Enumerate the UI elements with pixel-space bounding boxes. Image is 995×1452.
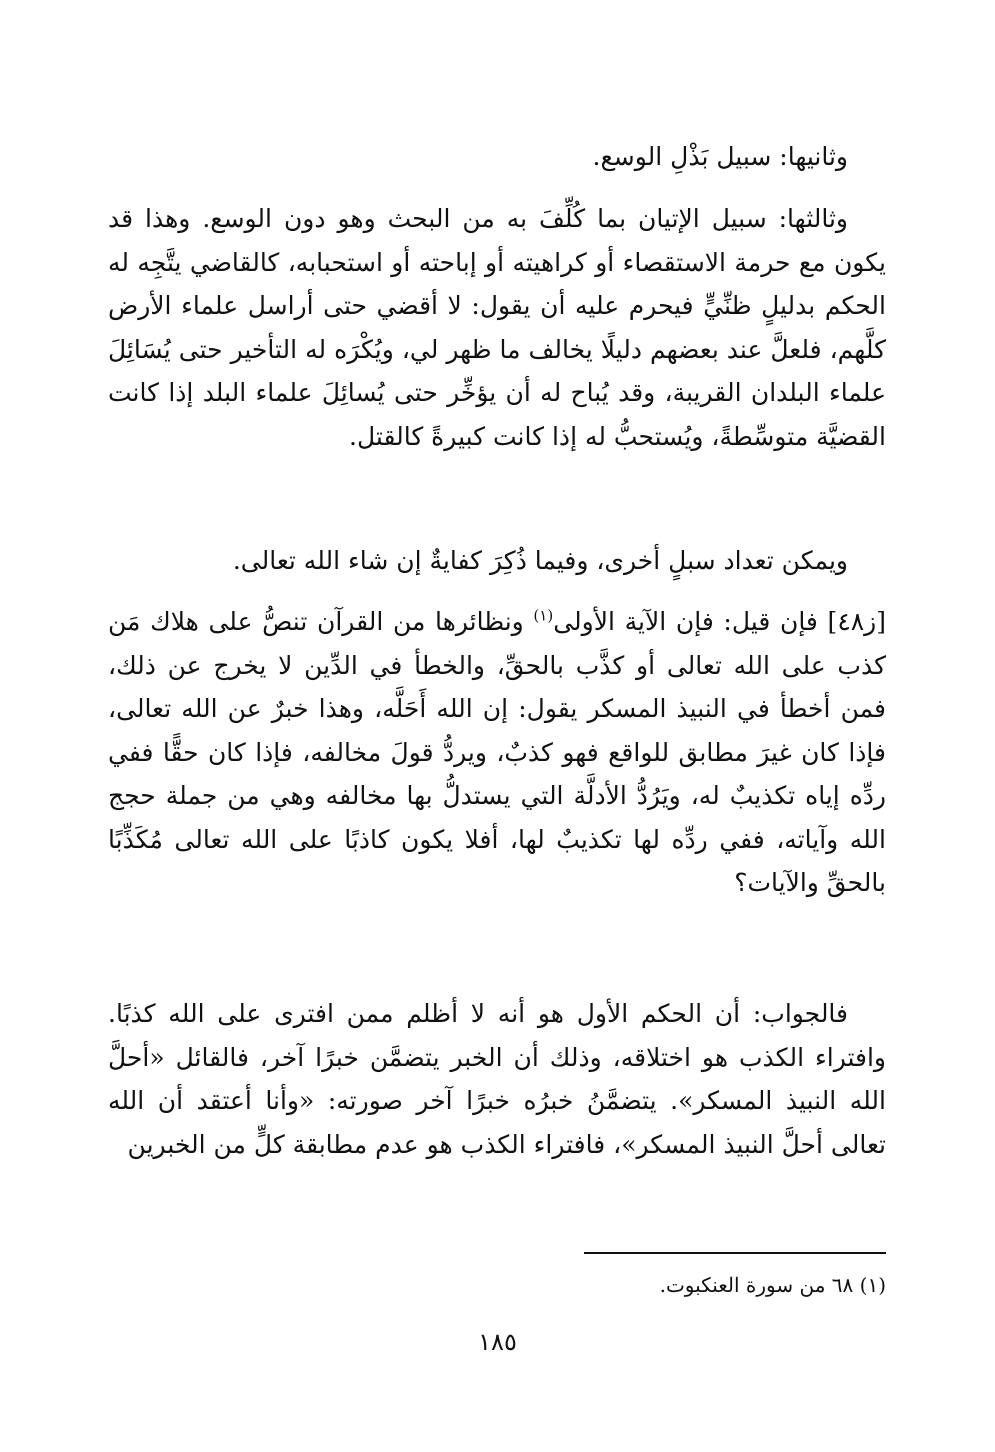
paragraph-objection [108,600,886,905]
paragraph-other-paths [108,539,886,583]
paragraph-text: فالجواب: أن الحكم الأول هو أنه لا أظلم ممن افترى على الله كذبًا. وافتراء الكذب هو اختلاقه، وذلك أن الخبر يتضمَّن خبرًا آخر، فالقائل «أحلَّ الله النبيذ المسكر». يتضمَّنُ خبرُه خبرًا آخر صورته: «وأنا أعتقد أن الله تعالى أحلَّ النبيذ المسكر»، فافتراء الكذب هو عدم مطابقة كلٍّ من الخبرين [108,999,886,1159]
footnote-marker: (١) [533,606,554,625]
paragraph-answer [108,992,886,1166]
paragraph-text-start: [ز٤٨] فإن قيل: فإن الآية الأولى [553,607,886,636]
paragraph-text: وثانيها: سبيل بَذْلِ الوسع. [592,142,848,171]
footnote: (١) ٦٨ من سورة العنكبوت. [659,1273,886,1297]
paragraph-text: وثالثها: سبيل الإتيان بما كُلِّفَ به من البحث وهو دون الوسع. وهذا قد يكون مع حرمة الاستقصاء أو كراهيته أو إباحته أو استحبابه، كالقاضي يتَّجِه له الحكم بدليلٍ ظنِّيٍّ فيحرم عليه أن يقول: لا أقضي حتى أراسل علماء الأرض كلَّهم، فلعلَّ عند بعضهم دليلًا يخالف ما ظهر لي، ويُكْرَه له التأخير حتى يُسَائِلَ علماء البلدان القريبة، وقد يُباح له أن يؤخِّر حتى يُسائِلَ علماء البلد إذا كانت القضيَّة متوسِّطةً، ويُستحبُّ له إذا كانت كبيرةً كالقتل. [108,204,886,451]
paragraph-text [108,600,886,905]
paragraph-third-path [108,197,886,458]
footnote-divider [584,1252,886,1254]
paragraph-text-end: ونظائرها من القرآن تنصُّ على هلاك مَن كذب على الله تعالى أو كذَّب بالحقِّ، والخطأ في الدِّين لا يخرج عن ذلك، فمن أخطأ في النبيذ المسكر يقول: إن الله أَحَلَّه، وهذا خبرٌ عن الله تعالى، فإذا كان غيرَ مطابق للواقع فهو كذبٌ، ويردُّ قولَ مخالفه، فإذا كان حقًّا ففي ردِّه إياه تكذيبٌ له، ويَرُدُّ الأدلَّة التي يستدلُّ بها مخالفه وهي من جملة حجج الله وآياته، ففي ردِّه لها تكذيبٌ لها، أفلا يكون كاذبًا على الله تعالى مُكَذِّبًا بالحقِّ والآيات؟ [108,607,886,897]
paragraph-text: ويمكن تعداد سبلٍ أخرى، وفيما ذُكِرَ كفايةٌ إن شاء الله تعالى. [232,546,848,575]
page-number: ١٨٥ [478,1328,517,1356]
paragraph-second-path [108,135,886,179]
